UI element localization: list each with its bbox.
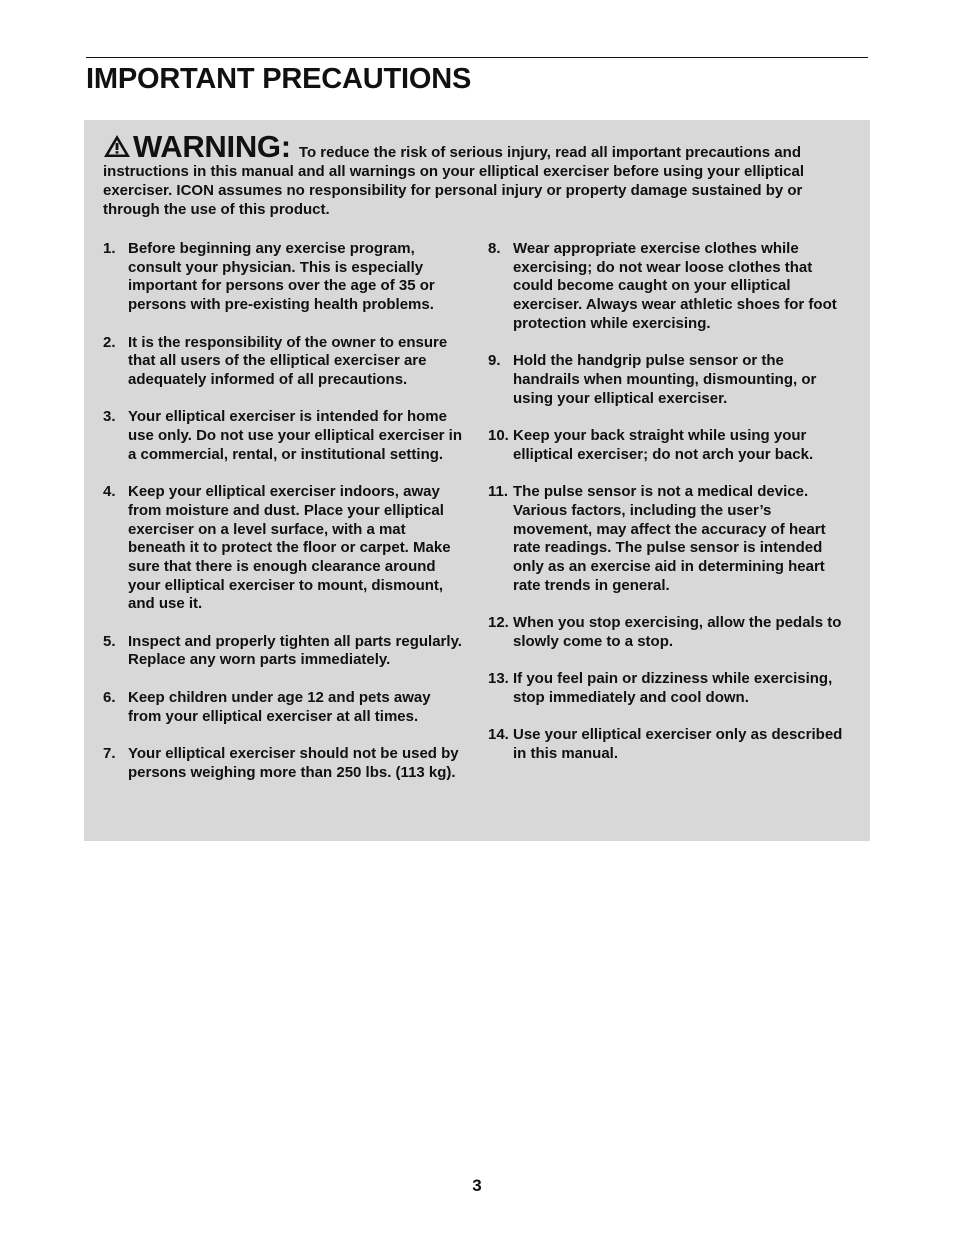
precaution-number: 8. bbox=[488, 240, 501, 257]
precautions-right-column bbox=[488, 240, 854, 782]
precaution-item bbox=[488, 726, 854, 763]
precaution-number: 9. bbox=[488, 352, 501, 370]
header-rule bbox=[86, 57, 868, 58]
precaution-text: Your elliptical exerciser should not be used by persons weighing more than 250 lbs. (113 kg). bbox=[128, 744, 459, 781]
precaution-number: 12. bbox=[488, 614, 509, 631]
precaution-item bbox=[103, 334, 465, 390]
precaution-item bbox=[488, 240, 854, 334]
page-number: 3 bbox=[472, 1176, 482, 1195]
precaution-item bbox=[488, 614, 854, 651]
precaution-text: If you feel pain or dizziness while exercising, stop immediately and cool down. bbox=[513, 670, 833, 706]
precaution-number: 7. bbox=[103, 744, 116, 762]
precaution-text: Before beginning any exercise program, consult your physician. This is especially important for persons over the age of 35 or persons with pre-existing health problems. bbox=[128, 240, 435, 314]
precaution-item bbox=[103, 408, 465, 464]
precaution-text: The pulse sensor is not a medical device. Various factors, including the user’s movement, may affect the accuracy of heart rate readings. The pulse sensor is intended only as an exercise aid in determining heart rate trends in general. bbox=[513, 483, 826, 594]
precaution-item bbox=[103, 745, 465, 782]
precaution-item bbox=[103, 633, 465, 670]
precaution-number: 2. bbox=[103, 333, 116, 351]
precaution-number: 4. bbox=[103, 483, 116, 501]
precaution-item bbox=[103, 483, 465, 614]
precaution-item bbox=[103, 240, 465, 315]
precaution-text: Your elliptical exerciser is intended for home use only. Do not use your elliptical exerciser in a commercial, rental, or institutional setting. bbox=[128, 408, 462, 463]
precaution-item bbox=[103, 689, 465, 726]
precaution-text: Keep your back straight while using your elliptical exerciser; do not arch your back. bbox=[513, 427, 814, 463]
precaution-number: 14. bbox=[488, 726, 509, 744]
precaution-text: Keep your elliptical exerciser indoors, away from moisture and dust. Place your elliptical exerciser on a level surface, with a mat beneath it to protect the floor or carpet. Make sure that there is enough clearance around your elliptical exerciser to mount, dismount, and use it. bbox=[128, 483, 451, 613]
precaution-text: Inspect and properly tighten all parts regularly. Replace any worn parts immediately. bbox=[128, 632, 462, 669]
precaution-text: When you stop exercising, allow the pedals to slowly come to a stop. bbox=[513, 614, 842, 650]
precaution-text: Keep children under age 12 and pets away from your elliptical exerciser at all times. bbox=[128, 688, 431, 725]
warning-triangle-icon bbox=[103, 134, 131, 158]
precaution-item bbox=[488, 427, 854, 464]
precautions-left-column bbox=[103, 240, 465, 801]
precaution-number: 5. bbox=[103, 632, 116, 650]
precaution-text: It is the responsibility of the owner to ensure that all users of the elliptical exerciser are adequately informed of all precautions. bbox=[128, 333, 448, 388]
precaution-number: 3. bbox=[103, 408, 116, 426]
precaution-text: Hold the handgrip pulse sensor or the handrails when mounting, dismounting, or using your elliptical exerciser. bbox=[513, 352, 817, 407]
precaution-text: Wear appropriate exercise clothes while exercising; do not wear loose clothes that could become caught on your elliptical exerciser. Always wear athletic shoes for foot protection while exercising. bbox=[513, 240, 837, 332]
precaution-text: Use your elliptical exerciser only as described in this manual. bbox=[513, 726, 843, 762]
precaution-number: 6. bbox=[103, 688, 116, 706]
precaution-number: 1. bbox=[103, 240, 116, 257]
warning-text: To reduce the risk of serious injury, read all important precautions and instructions in this manual and all warnings on your elliptical exerciser before using your elliptical exerciser. ICON assumes no responsibility for personal injury or property damage sustained by or through the use of this product. bbox=[103, 144, 805, 218]
precaution-item bbox=[488, 352, 854, 408]
warning-box bbox=[84, 120, 870, 841]
precaution-item bbox=[488, 670, 854, 707]
precaution-item bbox=[488, 483, 854, 595]
warning-intro bbox=[103, 129, 851, 219]
page-title: IMPORTANT PRECAUTIONS bbox=[86, 63, 472, 95]
precaution-number: 13. bbox=[488, 670, 509, 688]
precaution-number: 11. bbox=[488, 483, 509, 501]
warning-heading: WARNING: bbox=[133, 129, 291, 164]
precaution-number: 10. bbox=[488, 427, 509, 444]
